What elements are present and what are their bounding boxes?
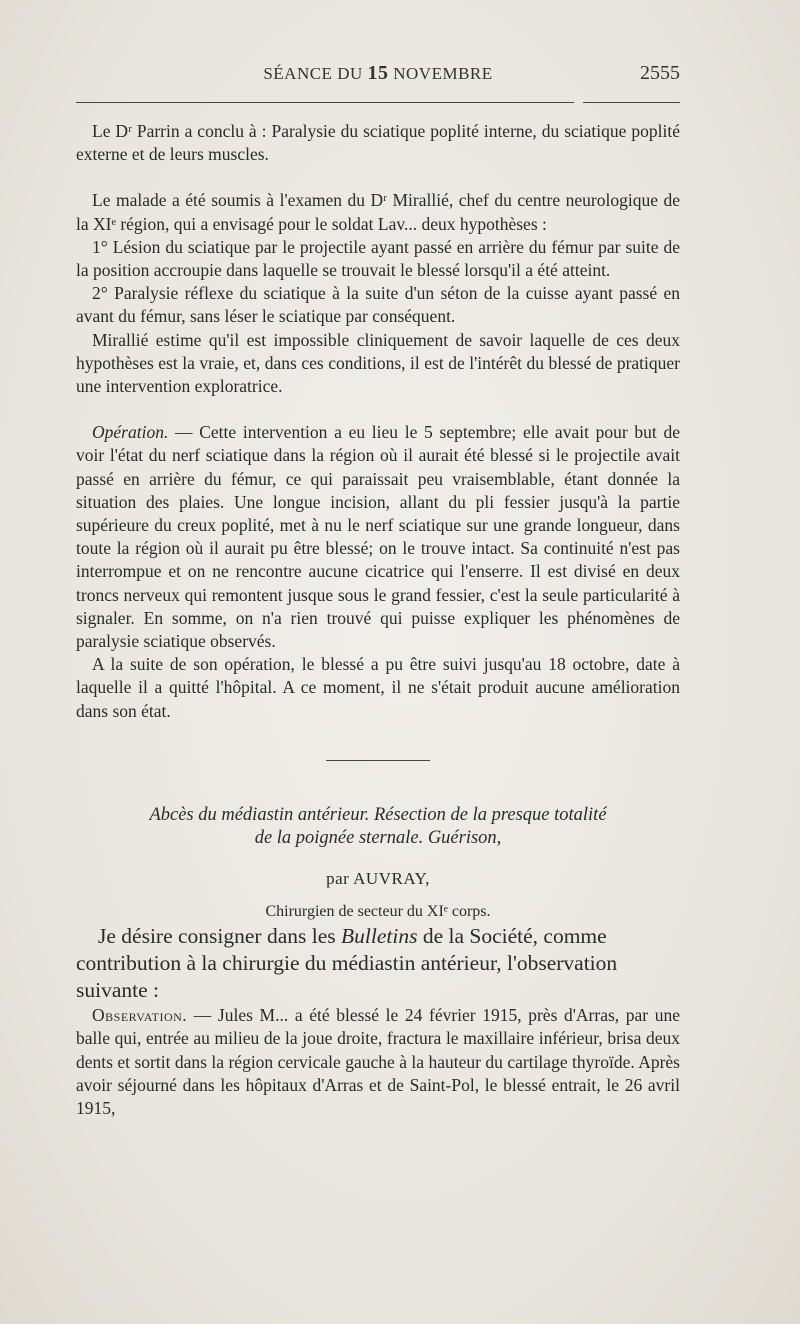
paragraph-opinion: Mirallié estime qu'il est impossible cliniquement de savoir laquelle de ces deux hypothèses est la vraie, et, dans ces conditions, il est de l'intérêt du blessé de pratiquer une intervention exploratrice. bbox=[76, 329, 680, 397]
page-number: 2555 bbox=[640, 62, 680, 84]
paragraph-gap bbox=[76, 166, 680, 189]
paragraph-gap bbox=[76, 398, 680, 421]
lead-text: Je désire consigner dans les bbox=[98, 924, 341, 949]
paragraph-observation bbox=[76, 1004, 680, 1120]
paragraph-follow-up: A la suite de son opération, le blessé a pu être suivi jusqu'au 18 octobre, date à laquelle il a quitté l'hôpital. A ce moment, il ne s'était produit aucune amélioration dans son état. bbox=[76, 654, 680, 721]
running-title-suffix: NOVEMBRE bbox=[393, 64, 493, 83]
page-body bbox=[76, 120, 680, 1120]
article-title-line-1: Abcès du médiastin antérieur. Résection de la presque totalité bbox=[149, 804, 607, 825]
article-author: par AUVRAY, bbox=[326, 868, 430, 888]
paragraph-conclusion: Le Dʳ Parrin a conclu à : Paralysie du sciatique poplité interne, du sciatique poplité externe et de leurs muscles. bbox=[76, 121, 680, 165]
article-title bbox=[76, 804, 680, 850]
article-title-line-2: de la poignée sternale. Guérison, bbox=[254, 827, 502, 848]
header-rule-short bbox=[583, 102, 680, 103]
observation-text: — Jules M... a été blessé le 24 février 1915, près d'Arras, par une balle qui, entrée au milieu de la joue droite, fractura le maxillaire inférieur, brisa deux dents et sortit dans la région cervicale gauche à la hauteur du cartilage thyroïde. Après avoir séjourné dans les hôpitaux d'Arras et de Saint-Pol, le blessé entrait, le 26 avril 1915, bbox=[76, 1005, 680, 1119]
running-header bbox=[76, 62, 680, 92]
operation-label: Opération. bbox=[92, 422, 169, 443]
lead-paragraph bbox=[76, 923, 680, 1004]
header-rule bbox=[76, 102, 574, 103]
running-title-day: 15 bbox=[367, 62, 389, 84]
paragraph-examination: Le malade a été soumis à l'examen du Dʳ Mirallié, chef du centre neurologique de la XIᵉ région, qui a envisagé pour le soldat Lav... deux hypothèses : bbox=[76, 190, 680, 234]
lead-italic: Bulletins bbox=[341, 924, 418, 949]
lead-rest: de la Société, comme contribution à la chirurgie du médiastin antérieur, l'observation suivante : bbox=[76, 924, 618, 1003]
paragraph-hypothesis-1: 1° Lésion du sciatique par le projectile ayant passé en arrière du fémur par suite de la position accroupie dans laquelle se trouvait le blessé lorsqu'il a été atteint. bbox=[76, 236, 680, 281]
section-divider bbox=[326, 760, 430, 761]
operation-text: — Cette intervention a eu lieu le 5 septembre; elle avait pour but de voir l'état du nerf sciatique dans la région où il aurait été blessé si le projectile avait passé en arrière du fémur, ce qui paraissait peu vraisemblable, étant donnée la situation des plaies. Une longue incision, allant du pli fessier jusqu'à la partie supérieure du creux poplité, met à nu le nerf sciatique sur une grande longueur, dans toute la région où il aurait pu être blessé; on le trouve intact. Sa continuité n'est pas interrompue et on ne rencontre aucune cicatrice qui l'enserre. Il est divisé en deux troncs nerveux qui remontent jusque sous le grand fessier, c'est la seule particularité à signaler. En somme, on n'a rien trouvé qui puisse expliquer les phénomènes de paralysie sciatique observés. bbox=[76, 422, 680, 652]
running-title bbox=[76, 62, 680, 85]
paragraph-hypothesis-2: 2° Paralysie réflexe du sciatique à la suite d'un séton de la cuisse ayant passé en avant du fémur, sans léser le sciatique par conséquent. bbox=[76, 283, 680, 327]
author-affiliation: Chirurgien de secteur du XIᵉ corps. bbox=[265, 903, 491, 921]
paragraph-operation bbox=[76, 421, 680, 653]
running-title-prefix: SÉANCE DU bbox=[263, 64, 363, 83]
observation-label: Observation. bbox=[92, 1005, 188, 1026]
